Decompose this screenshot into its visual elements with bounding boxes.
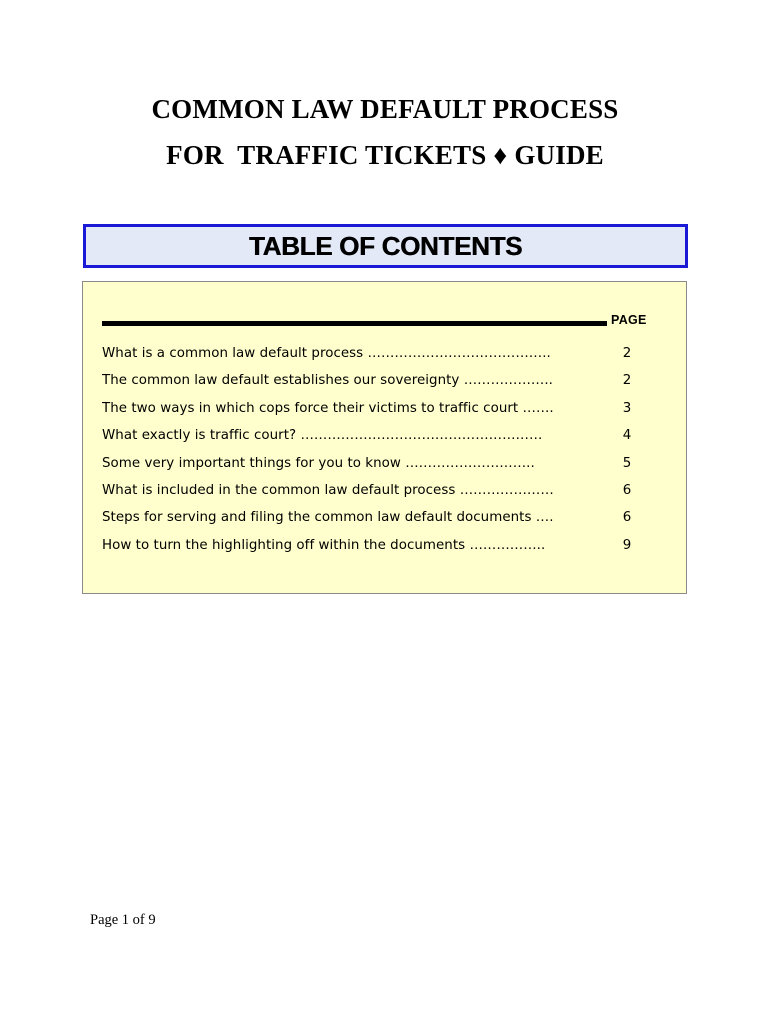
toc-entry-page: 4 <box>622 428 632 444</box>
toc-entry-page: 3 <box>622 400 632 416</box>
toc-entry[interactable] <box>102 455 662 482</box>
toc-entry[interactable] <box>102 372 662 399</box>
toc-entry-page: 6 <box>622 482 632 498</box>
toc-list <box>102 345 662 564</box>
toc-entry[interactable] <box>102 427 662 454</box>
toc-entry-text: What is a common law default process ………………………………….. <box>102 346 551 361</box>
toc-entry-page: 9 <box>622 537 632 553</box>
toc-entry-page: 2 <box>622 346 632 361</box>
toc-entry[interactable] <box>102 509 662 536</box>
toc-entry[interactable] <box>102 537 662 564</box>
toc-entry-page: 6 <box>622 510 632 526</box>
toc-entry[interactable] <box>102 345 662 372</box>
toc-entry-text: The two ways in which cops force their victims to traffic court ……. <box>102 400 554 416</box>
document-title-line-1: COMMON LAW DEFAULT PROCESS <box>151 94 619 124</box>
toc-entry[interactable] <box>102 400 662 427</box>
toc-entry-text: How to turn the highlighting off within the documents …………….. <box>102 537 546 553</box>
toc-entry-text: Steps for serving and filing the common law default documents …. <box>102 510 554 526</box>
toc-entry-text: The common law default establishes our sovereignty ……………….. <box>102 373 553 389</box>
toc-rule-bar <box>102 321 607 326</box>
toc-panel <box>82 281 687 594</box>
document-title-line-2: FOR TRAFFIC TICKETS ♦ GUIDE <box>166 140 604 170</box>
toc-entry-page: 2 <box>622 373 632 389</box>
toc-heading: TABLE OF CONTENTS <box>248 230 523 261</box>
toc-entry-text: Some very important things for you to know ……………………….. <box>102 455 535 471</box>
toc-entry-text: What exactly is traffic court? ……………………………………………… <box>102 428 543 444</box>
page-number-footer: Page 1 of 9 <box>90 912 156 928</box>
toc-heading-box <box>83 224 688 268</box>
toc-entry[interactable] <box>102 482 662 509</box>
toc-page-column-label: PAGE <box>611 313 647 327</box>
toc-entry-text: What is included in the common law default process ………………… <box>102 482 554 498</box>
toc-entry-page: 5 <box>622 455 632 471</box>
